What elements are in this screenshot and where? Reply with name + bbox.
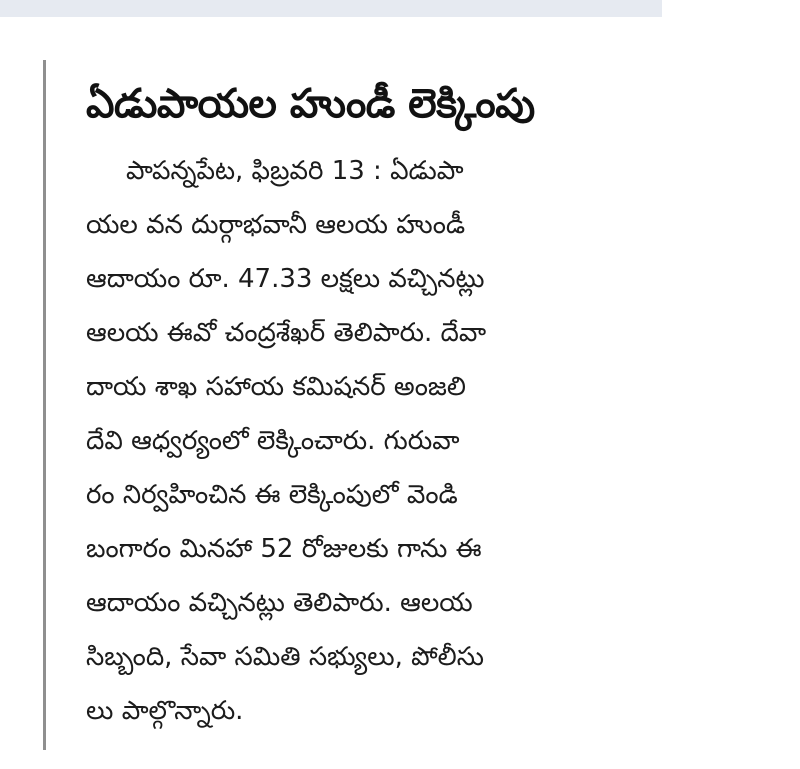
article-line: దేవి ఆధ్వర్యంలో లెక్కించారు. గురువా — [86, 426, 460, 456]
article-line: రం నిర్వహించిన ఈ లెక్కింపులో వెండి — [86, 480, 458, 510]
article-line: దాయ శాఖ సహాయ కమిషనర్ అంజలి — [86, 372, 466, 402]
article-line: ఆదాయం వచ్చినట్లు తెలిపారు. ఆలయ — [86, 588, 473, 618]
article-body — [86, 144, 666, 738]
article-line: యల వన దుర్గాభవానీ ఆలయ హుండీ — [86, 210, 466, 240]
article-line: ఆలయ ఈవో చంద్రశేఖర్ తెలిపారు. దేవా — [86, 318, 487, 348]
article-line: బంగారం మినహా 52 రోజులకు గాను ఈ — [86, 534, 482, 564]
top-band — [0, 0, 662, 17]
article-line: లు పాల్గొన్నారు. — [86, 696, 244, 726]
news-article — [86, 72, 666, 738]
article-line: పాపన్నపేట, ఫిబ్రవరి 13 : ఏడుపా — [126, 156, 464, 186]
article-line: ఆదాయం రూ. 47.33 లక్షలు వచ్చినట్లు — [86, 264, 485, 294]
article-headline: ఏడుపాయల హుండీ లెక్కింపు — [86, 81, 535, 127]
column-rule — [43, 60, 46, 750]
article-line: సిబ్బంది, సేవా సమితి సభ్యులు, పోలీసు — [86, 642, 484, 672]
